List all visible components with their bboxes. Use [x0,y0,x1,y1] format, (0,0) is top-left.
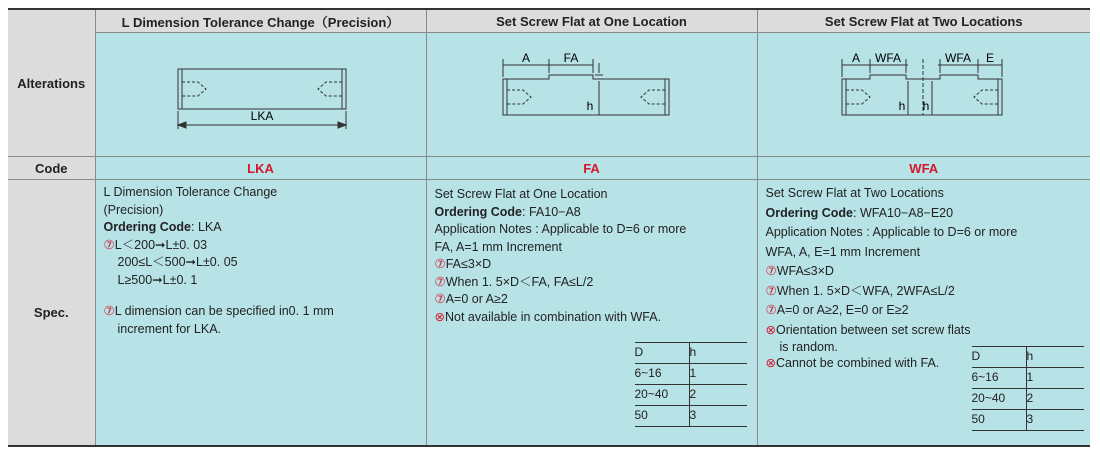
prohibited-icon: ⊗ [765,322,776,337]
spec-lka-title: L Dimension Tolerance Change [103,185,278,199]
caution-icon: ⑦ [434,292,446,306]
header-wfa: Set Screw Flat at Two Locations [757,9,1090,33]
caution-icon: ⑦ [765,264,777,278]
wfa-h1-label: h [898,99,905,113]
spec-wfa-c4: ⊗Orientation between set screw flats [765,322,971,337]
caution-icon: ⑦ [103,237,115,252]
wfa-wfa1-label: WFA [874,51,901,65]
table-row: 6~16 1 [972,368,1084,389]
spec-lka-rule3: L≥500➞L±0. 1 [117,272,198,287]
wfa-h-table: D h 6~16 1 20~40 2 50 3 [972,346,1084,431]
spec-fa [426,180,757,446]
shaft-diagram-lka [96,33,427,151]
alterations-label: Alterations [8,9,95,157]
table-row: 20~40 2 [635,385,747,406]
spec-fa-c4: ⊗Not available in combination with WFA. [434,309,662,324]
diagram-wfa-cell [757,33,1090,157]
spec-fa-app2: FA, A=1 mm Increment [434,239,562,254]
wfa-h2-label: h [922,99,929,113]
code-wfa: WFA [757,157,1090,180]
spec-wfa-c3: ⑦A=0 or A≥2, E=0 or E≥2 [765,303,909,317]
fa-h-label: h [586,99,593,113]
spec-lka-rule1: ⑦L＜200➞L±0. 03 [103,237,208,252]
table-row: 6~16 1 [635,364,747,385]
table-row: 20~40 2 [972,389,1084,410]
spec-wfa-ordering: Ordering Code: WFA10−A8−E20 [765,205,954,220]
caution-icon: ⑦ [103,304,115,318]
spec-fa-title: Set Screw Flat at One Location [434,187,608,201]
fa-h-table: D h 6~16 1 20~40 2 50 3 [635,342,747,427]
caution-icon: ⑦ [434,274,446,289]
spec-wfa [757,180,1090,446]
wfa-a-label: A [851,51,860,65]
diagram-fa-cell [426,33,757,157]
fa-fa-label: FA [563,51,578,65]
spec-fa-c3: ⑦A=0 or A≥2 [434,292,508,306]
alterations-table [8,8,1090,444]
spec-fa-c2: ⑦When 1. 5×D＜FA, FA≤L/2 [434,274,594,289]
code-fa: FA [426,157,757,180]
spec-wfa-c4b: is random. [779,340,838,354]
caution-icon: ⑦ [434,257,446,271]
code-label: Code [8,157,95,180]
spec-label: Spec. [8,180,95,446]
spec-fa-ordering: Ordering Code: FA10−A8 [434,204,581,219]
table-row: 50 3 [972,410,1084,431]
wfa-e-label: E [985,51,994,65]
table-row: 50 3 [635,406,747,427]
prohibited-icon: ⊗ [765,356,776,370]
fa-a-label: A [521,51,530,65]
spec-wfa-c2: ⑦When 1. 5×D＜WFA, 2WFA≤L/2 [765,283,955,298]
code-lka: LKA [95,157,426,180]
spec-lka-note: ⑦L dimension can be specified in0. 1 mm [103,304,334,318]
spec-wfa-c1: ⑦WFA≤3×D [765,264,834,278]
diagram-lka-cell [95,33,426,157]
spec-lka-subtitle: (Precision) [103,202,164,217]
spec-fa-c1: ⑦FA≤3×D [434,257,492,271]
caution-icon: ⑦ [765,283,777,298]
caution-icon: ⑦ [765,303,777,317]
wfa-wfa2-label: WFA [944,51,971,65]
spec-wfa-c5: ⊗Cannot be combined with FA. [765,356,940,370]
spec-lka-ordering: Ordering Code: LKA [103,220,222,234]
shaft-diagram-fa [427,33,758,151]
spec-lka-rule2: 200≤L＜500➞L±0. 05 [117,255,238,269]
lka-dim-label: LKA [250,109,273,123]
header-fa: Set Screw Flat at One Location [426,9,757,33]
spec-wfa-app2: WFA, A, E=1 mm Increment [765,244,921,259]
header-lka: L Dimension Tolerance Change（Precision） [95,9,426,33]
spec-wfa-app1: Application Notes : Applicable to D=6 or more [765,225,1018,239]
shaft-diagram-wfa [758,33,1091,151]
prohibited-icon: ⊗ [434,309,445,324]
spec-wfa-title: Set Screw Flat at Two Locations [765,186,944,200]
spec-lka-note2: increment for LKA. [117,321,222,336]
spec-lka [95,180,426,446]
spec-fa-app1: Application Notes : Applicable to D=6 or more [434,222,687,236]
